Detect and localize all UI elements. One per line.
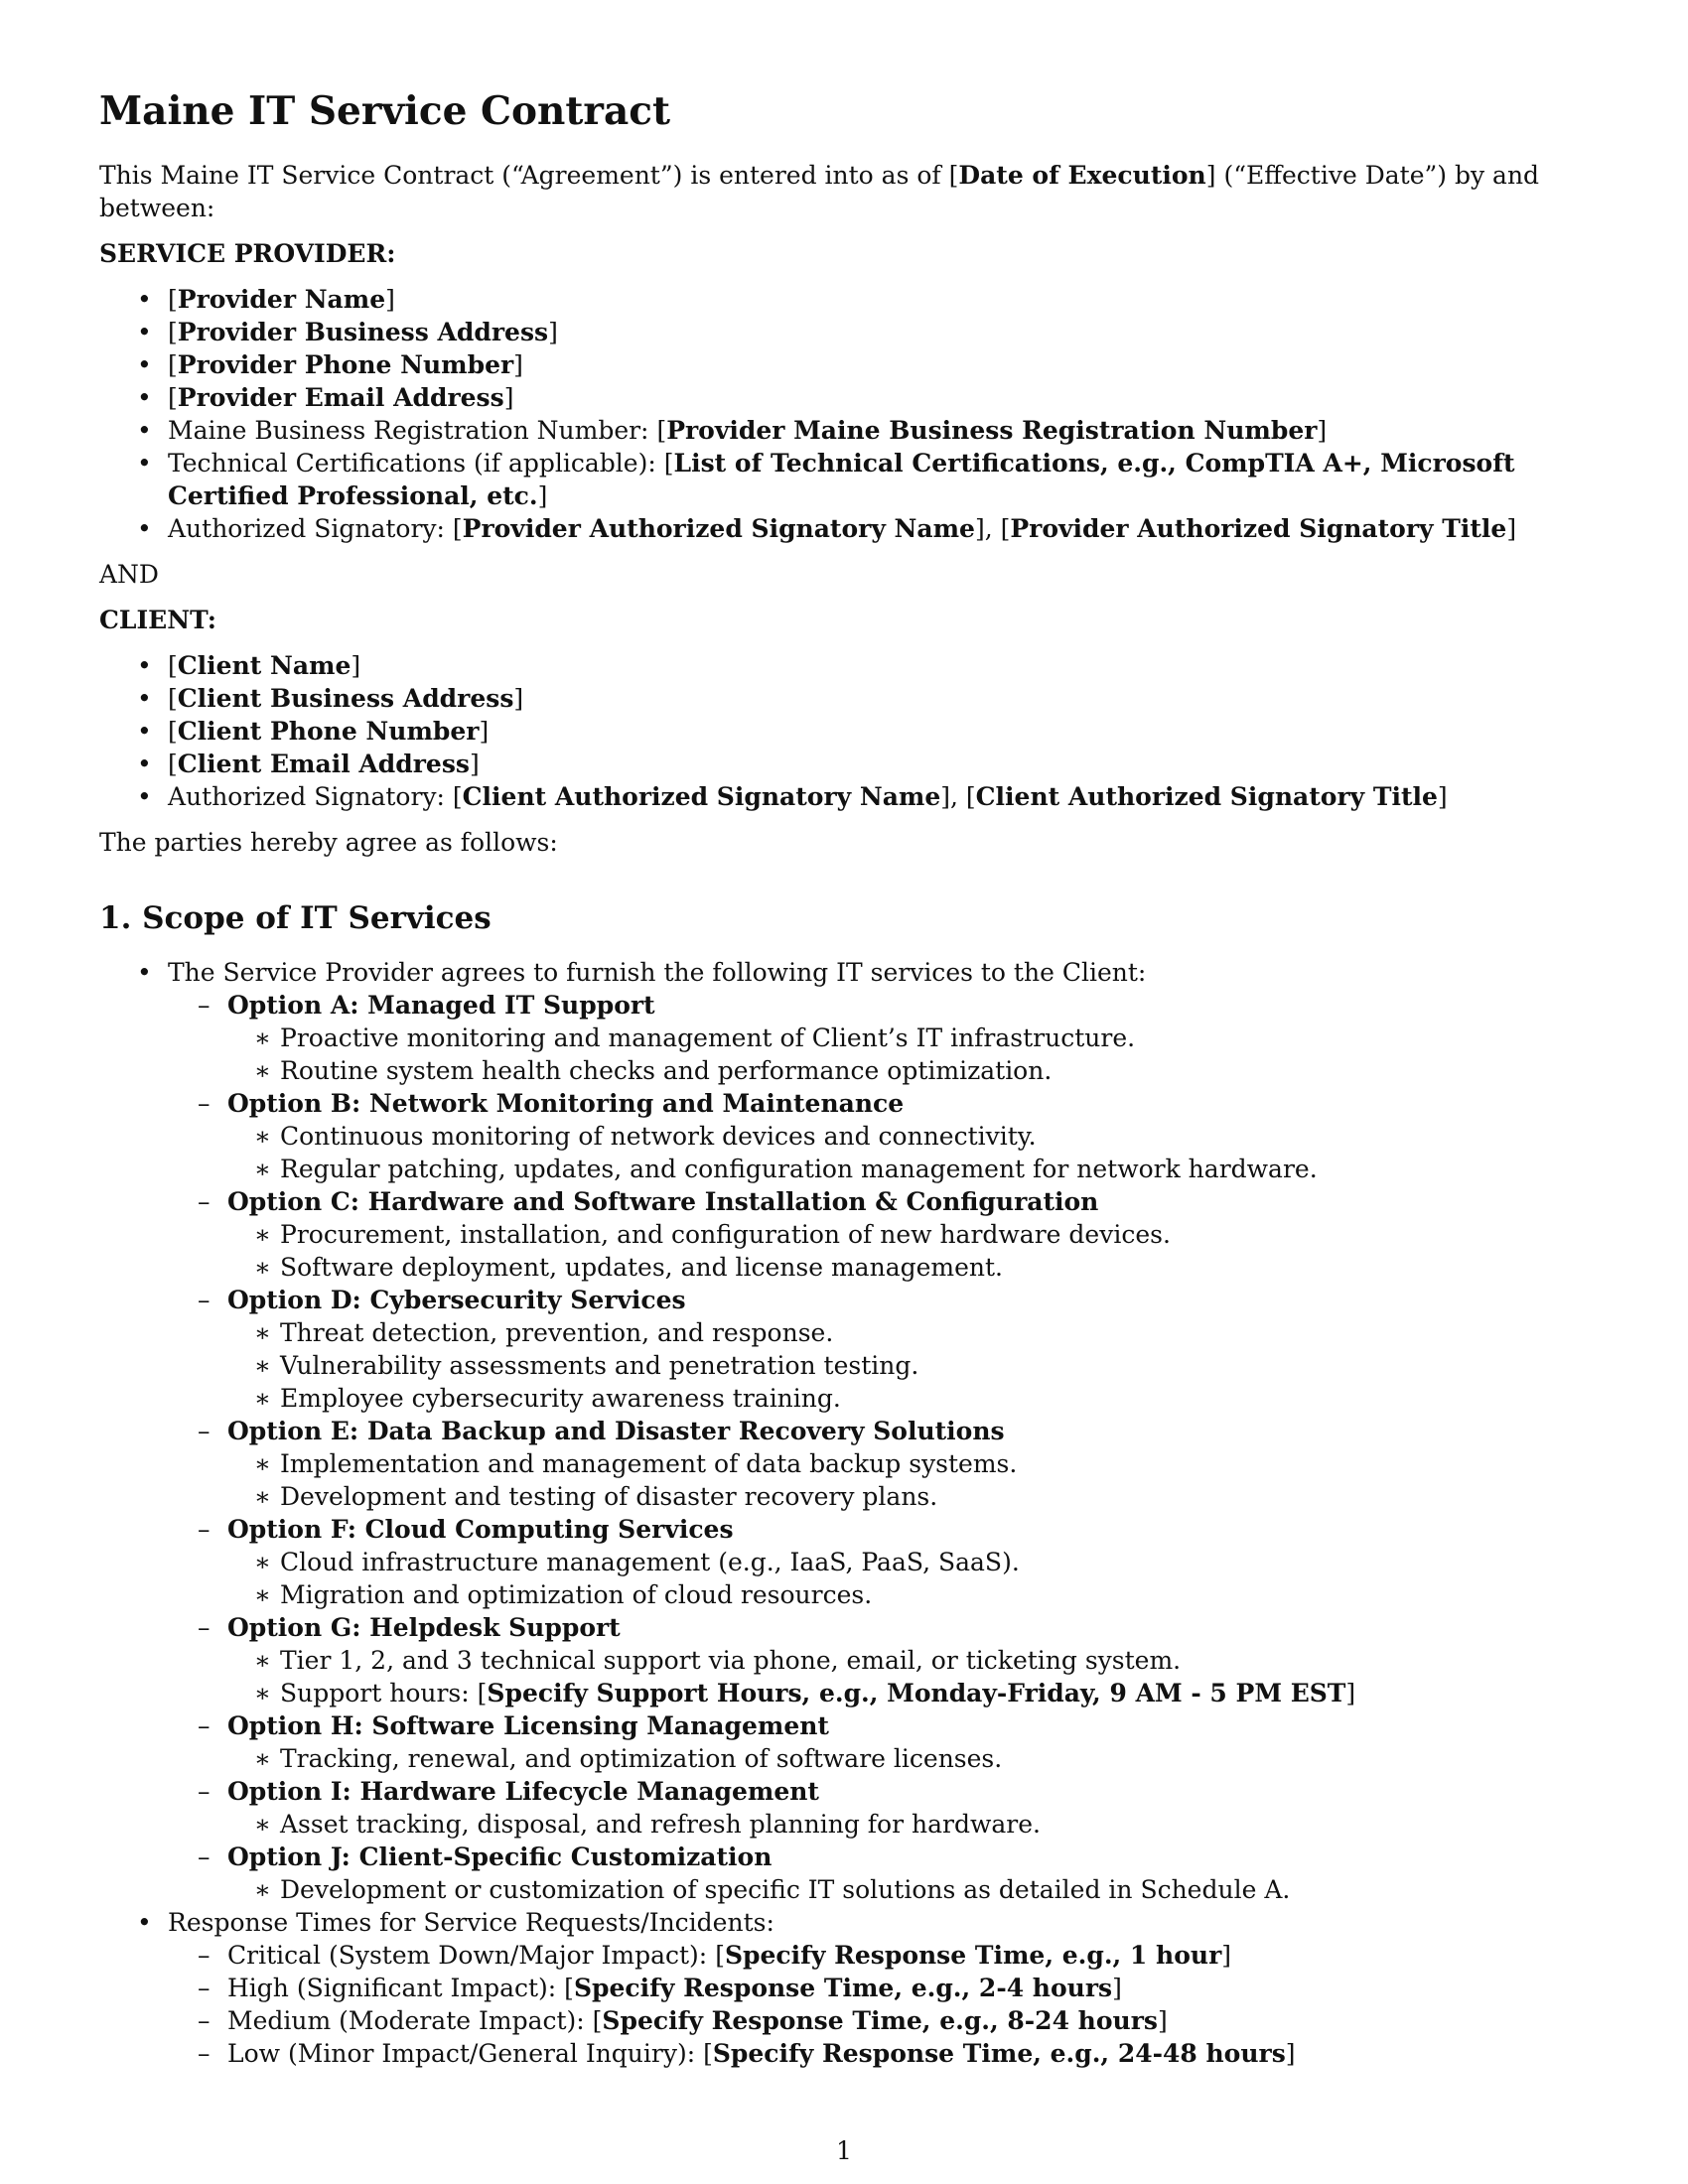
service-option-title: Option E: Data Backup and Disaster Recovery Solutions [227, 1417, 1005, 1445]
agree-text: The parties hereby agree as follows: [99, 828, 558, 857]
section-1-heading: 1. Scope of IT Services [99, 900, 492, 936]
service-detail-item: ∗ Regular patching, updates, and configuration management for network hardware. [227, 1153, 1594, 1185]
intro-pre: This Maine IT Service Contract (“Agreement”) is entered into as of [99, 161, 949, 190]
response-time-placeholder: Specify Response Time, e.g., 8-24 hours [602, 2006, 1158, 2035]
service-option-details [227, 1808, 1594, 1841]
response-time-item: – Critical (System Down/Major Impact): [Specify Response Time, e.g., 1 hour] [168, 1939, 1594, 1972]
intro-post: (“Effective Date”) by and between: [99, 161, 1540, 222]
provider-phone-item: • [Provider Phone Number] [99, 348, 1594, 381]
service-detail-item: ∗ Cloud infrastructure management (e.g., IaaS, PaaS, SaaS). [227, 1546, 1594, 1578]
service-option-details [227, 1218, 1594, 1284]
service-detail-item: ∗ Asset tracking, disposal, and refresh planning for hardware. [227, 1808, 1594, 1841]
service-detail-item: ∗ Development and testing of disaster recovery plans. [227, 1480, 1594, 1513]
response-times-item: • Response Times for Service Requests/Incidents: – Critical (System Down/Major Impact): [Specify Response Time, e.g., 1 hour] – High (Significant Impact): [Specify Response Time, e.g., 2-4 hours] – Medium (Moderate Impact): [Specify Response Time, e.g., 8-24 hours] – Low (Minor Impact/General Inquiry): [Specify Response Time, e.g., 24-48 hours] [99, 1906, 1594, 2070]
service-option-details [227, 1644, 1594, 1709]
service-detail-item: ∗ Threat detection, prevention, and response. [227, 1316, 1594, 1349]
service-option-details [227, 1873, 1594, 1906]
service-option [168, 1841, 1594, 1906]
service-detail-item: ∗ Software deployment, updates, and license management. [227, 1251, 1594, 1284]
service-option-title: Option F: Cloud Computing Services [227, 1515, 734, 1544]
service-option-title: Option D: Cybersecurity Services [227, 1286, 686, 1314]
provider-heading: SERVICE PROVIDER: [99, 239, 396, 268]
service-option-details [227, 1316, 1594, 1415]
provider-email-item: • [Provider Email Address] [99, 381, 1594, 414]
document-content [99, 87, 1594, 2083]
service-option-details [227, 1447, 1594, 1513]
document-title: Maine IT Service Contract [99, 88, 670, 134]
service-option-title: Option I: Hardware Lifecycle Management [227, 1777, 819, 1806]
client-address-item: • [Client Business Address] [99, 682, 1594, 715]
response-time-item: – High (Significant Impact): [Specify Response Time, e.g., 2-4 hours] [168, 1972, 1594, 2004]
client-phone-item: • [Client Phone Number] [99, 715, 1594, 748]
support-hours-placeholder: Specify Support Hours, e.g., Monday-Friday, 9 AM - 5 PM EST [487, 1679, 1346, 1707]
service-option-details [227, 1022, 1594, 1087]
service-option [168, 1185, 1594, 1284]
response-time-item: – Medium (Moderate Impact): [Specify Response Time, e.g., 8-24 hours] [168, 2004, 1594, 2037]
response-times-list [168, 1939, 1594, 2070]
service-detail-item: ∗ Vulnerability assessments and penetration testing. [227, 1349, 1594, 1382]
client-email-item: • [Client Email Address] [99, 748, 1594, 780]
service-option-title: Option J: Client-Specific Customization [227, 1843, 773, 1871]
provider-list [99, 283, 1594, 545]
client-signatory-item: • Authorized Signatory: [Client Authorized Signatory Name], [Client Authorized Signatory Title] [99, 780, 1594, 813]
service-option [168, 1284, 1594, 1415]
section-1-list [99, 956, 1594, 2070]
service-detail-item: ∗ Implementation and management of data backup systems. [227, 1447, 1594, 1480]
intro-paragraph: This Maine IT Service Contract (“Agreement”) is entered into as of [Date of Execution] (“Effective Date”) by and between: [99, 161, 1540, 222]
services-lead-item: • The Service Provider agrees to furnish the following IT services to the Client: – Option A: Managed IT Support ∗ Proactive monitoring and management of Client’s IT infrastructure. ∗ Routine system health checks and performance optimization. – Option B: Network Monitoring and Maintenance ∗ Continuous monitoring of network devices and connectivity. ∗ Regular patching, updates, and configuration management for network hardware. – Option C: Hardware and Software Installation & Configuration ∗ Procurement, installation, and configuration of new hardware devices. ∗ Software deployment, updates, and license management. – Option D: Cybersecurity Services ∗ Threat detection, prevention, and response. ∗ Vulnerability assessments and penetration testing. ∗ Employee cybersecurity awareness training. – Option E: Data Backup and Disaster Recovery Solutions ∗ Implementation and management of data backup systems. ∗ Development and testing of disaster recovery plans. – Option F: Cloud Computing Services ∗ Cloud infrastructure management (e.g., IaaS, PaaS, SaaS). ∗ Migration and optimization of cloud resources. – Option G: Helpdesk Support ∗ Tier 1, 2, and 3 technical support via phone, email, or ticketing system. ∗ Support hours: [Specify Support Hours, e.g., Monday-Friday, 9 AM - 5 PM EST] – Option H: Software Licensing Management ∗ Tracking, renewal, and optimization of software licenses. – Option I: Hardware Lifecycle Management ∗ Asset tracking, disposal, and refresh planning for hardware. – Option J: Client-Specific Customization ∗ Development or customization of specific IT solutions as detailed in Schedule A. [99, 956, 1594, 1906]
support-hours-item: ∗ Support hours: [Specify Support Hours, e.g., Monday-Friday, 9 AM - 5 PM EST] [227, 1677, 1594, 1709]
page-number: 1 [836, 2136, 852, 2165]
service-option-details [227, 1120, 1594, 1185]
service-option [168, 1415, 1594, 1513]
service-detail-item: ∗ Tracking, renewal, and optimization of software licenses. [227, 1742, 1594, 1775]
provider-registration-item: • Maine Business Registration Number: [Provider Maine Business Registration Number] [99, 414, 1594, 447]
service-option-details [227, 1742, 1594, 1775]
service-option [168, 1513, 1594, 1611]
service-detail-item: ∗ Proactive monitoring and management of Client’s IT infrastructure. [227, 1022, 1594, 1054]
service-option-title: Option A: Managed IT Support [227, 991, 655, 1020]
service-options-list [168, 989, 1594, 1906]
service-option-title: Option C: Hardware and Software Installation & Configuration [227, 1187, 1099, 1216]
client-heading: CLIENT: [99, 606, 217, 634]
provider-name-item: • [Provider Name] [99, 283, 1594, 316]
service-detail-item: ∗ Tier 1, 2, and 3 technical support via phone, email, or ticketing system. [227, 1644, 1594, 1677]
provider-signatory-item: • Authorized Signatory: [Provider Authorized Signatory Name], [Provider Authorized Signatory Title] [99, 512, 1594, 545]
client-name-item: • [Client Name] [99, 649, 1594, 682]
service-detail-item: ∗ Routine system health checks and performance optimization. [227, 1054, 1594, 1087]
response-time-item: – Low (Minor Impact/General Inquiry): [Specify Response Time, e.g., 24-48 hours] [168, 2037, 1594, 2070]
service-option-title: Option G: Helpdesk Support [227, 1613, 621, 1642]
service-option [168, 1611, 1594, 1709]
service-detail-item: ∗ Development or customization of specific IT solutions as detailed in Schedule A. [227, 1873, 1594, 1906]
service-option [168, 1775, 1594, 1841]
service-option [168, 1087, 1594, 1185]
provider-address-item: • [Provider Business Address] [99, 316, 1594, 348]
service-option [168, 1709, 1594, 1775]
execution-date-placeholder: Date of Execution [958, 161, 1206, 190]
provider-certifications-item: • Technical Certifications (if applicable): [List of Technical Certifications, e.g., CompTIA A+, Microsoft Certified Professional, etc.] [99, 447, 1594, 512]
service-option-title: Option B: Network Monitoring and Maintenance [227, 1089, 905, 1118]
service-detail-item: ∗ Employee cybersecurity awareness training. [227, 1382, 1594, 1415]
response-time-placeholder: Specify Response Time, e.g., 2-4 hours [573, 1974, 1113, 2002]
service-option [168, 989, 1594, 1087]
service-option-title: Option H: Software Licensing Management [227, 1711, 829, 1740]
and-text: AND [99, 560, 159, 589]
response-time-placeholder: Specify Response Time, e.g., 24-48 hours [712, 2039, 1286, 2068]
service-detail-item: ∗ Continuous monitoring of network devices and connectivity. [227, 1120, 1594, 1153]
client-list [99, 649, 1594, 813]
service-detail-item: ∗ Migration and optimization of cloud resources. [227, 1578, 1594, 1611]
response-time-placeholder: Specify Response Time, e.g., 1 hour [724, 1941, 1222, 1970]
service-detail-item: ∗ Procurement, installation, and configuration of new hardware devices. [227, 1218, 1594, 1251]
service-option-details [227, 1546, 1594, 1611]
